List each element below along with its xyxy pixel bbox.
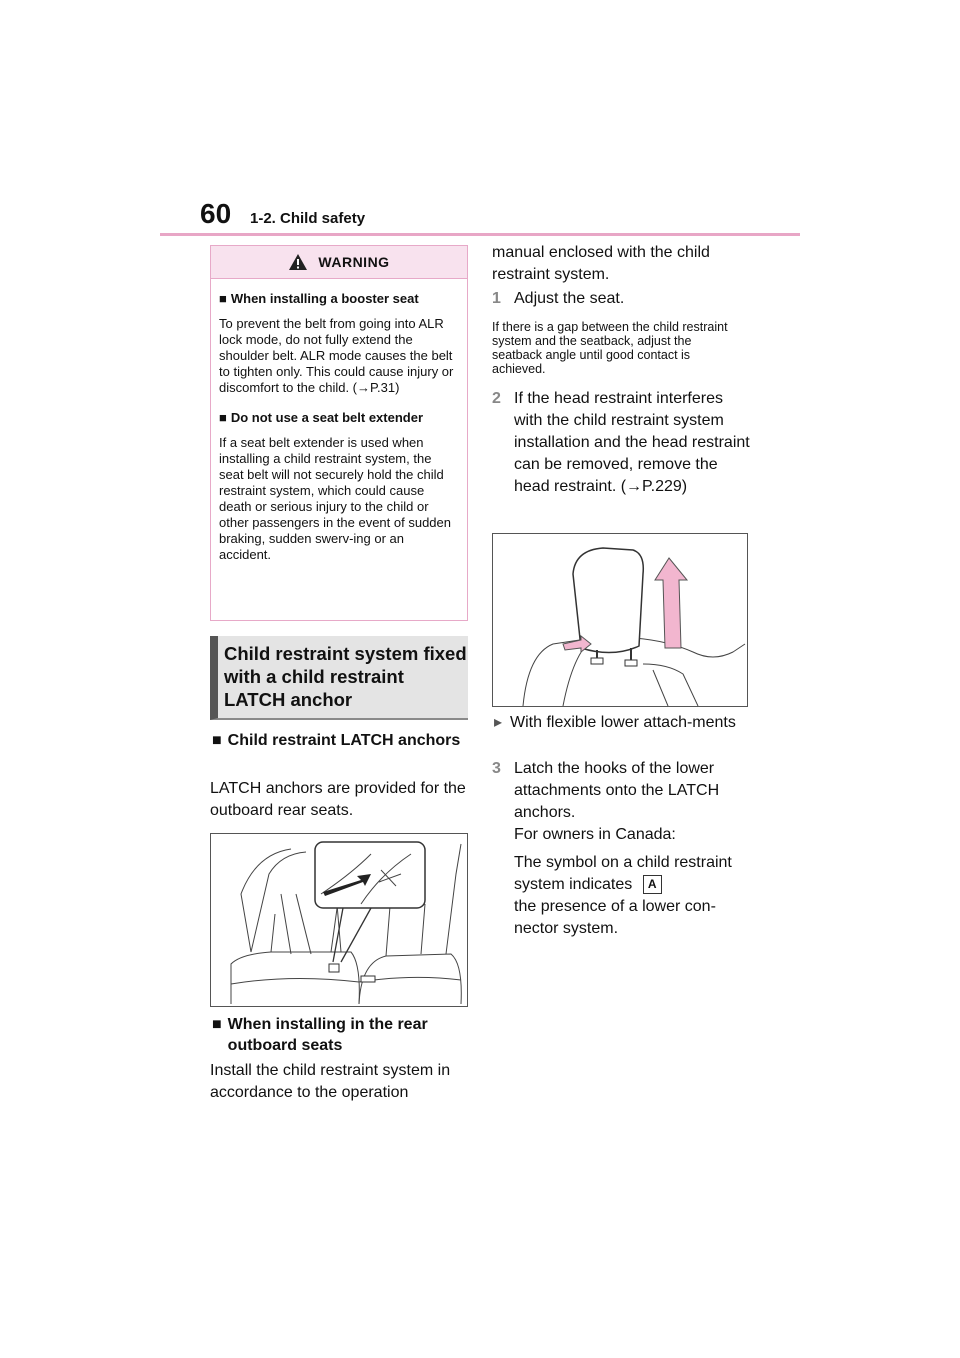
flexible-attachments-text: With flexible lower attach-ments	[510, 714, 736, 731]
flexible-attachments-bullet	[494, 712, 748, 734]
rear-seat-drawing	[211, 834, 467, 1006]
latch-anchors-text: LATCH anchors are provided for the outboard rear seats.	[210, 780, 466, 819]
warning-title: WARNING	[318, 254, 390, 270]
install-text-continued: manual enclosed with the child restraint system.	[492, 244, 710, 283]
step-3-text: Latch the hooks of the lower attachments onto the LATCH anchors.	[514, 760, 720, 821]
step-3-symbol-text: The symbol on a child restraint system indicates A	[514, 854, 732, 893]
triangle-bullet-icon: ▸	[494, 714, 503, 731]
step-3	[492, 758, 754, 940]
warning-subheading-booster: ■ When installing a booster seat	[219, 291, 419, 306]
section-heading-box: Child restraint system fixed with a child restraint LATCH anchor	[210, 636, 468, 720]
subheading-latch-anchors: ■ Child restraint LATCH anchors	[212, 732, 461, 749]
warning-subheading-extender: ■ Do not use a seat belt extender	[219, 410, 424, 425]
warning-triangle-icon	[288, 253, 308, 271]
square-bullet-icon: ■	[219, 410, 227, 425]
latch-anchor-illustration	[210, 833, 468, 1007]
warning-text-booster: To prevent the belt from going into ALR lock mode, do not fully extend the shoulder belt. ALR mode causes the belt to tighten only. This could cause injury or discomfort to the child. (→P.31)	[219, 316, 454, 395]
section-title: 1-2. Child safety	[250, 210, 366, 227]
head-restraint-drawing	[493, 534, 747, 706]
warning-box	[210, 245, 468, 621]
warning-header	[211, 246, 467, 279]
square-bullet-icon: ■	[212, 1016, 222, 1033]
step-1	[492, 288, 754, 310]
square-bullet-icon: ■	[219, 291, 227, 306]
step-2-text: If the head restraint interferes with the child restraint system installation and the head restraint can be removed, remove the head restraint. (→P.229)	[514, 390, 750, 495]
header-rule	[160, 233, 800, 236]
step-3-connector-text: the presence of a lower con-nector system.	[514, 898, 716, 937]
label-a-callout: A	[643, 875, 662, 894]
square-bullet-icon: ■	[212, 732, 222, 749]
page-number: 60	[200, 198, 232, 229]
step-2-number: 2	[492, 390, 501, 407]
head-restraint-illustration	[492, 533, 748, 707]
step-2	[492, 388, 754, 498]
install-text: Install the child restraint system in accordance to the operation	[210, 1062, 451, 1101]
step-3-canada: For owners in Canada:	[514, 826, 676, 843]
step-3-number: 3	[492, 760, 501, 777]
step-1-text: Adjust the seat.	[514, 290, 625, 307]
step-1-number: 1	[492, 290, 501, 307]
step-1-note: If there is a gap between the child restraint system and the seatback, adjust the seatback angle until good contact is achieved.	[492, 320, 728, 376]
subheading-rear-outboard: ■ When installing in the rear outboard seats	[212, 1016, 428, 1054]
warning-text-extender: If a seat belt extender is used when installing a child restraint system, the seat belt will not securely hold the child restraint system, which could cause death or serious injury to the child or other passengers in the event of sudden braking, sudden swerv-ing or an accident.	[219, 435, 451, 562]
